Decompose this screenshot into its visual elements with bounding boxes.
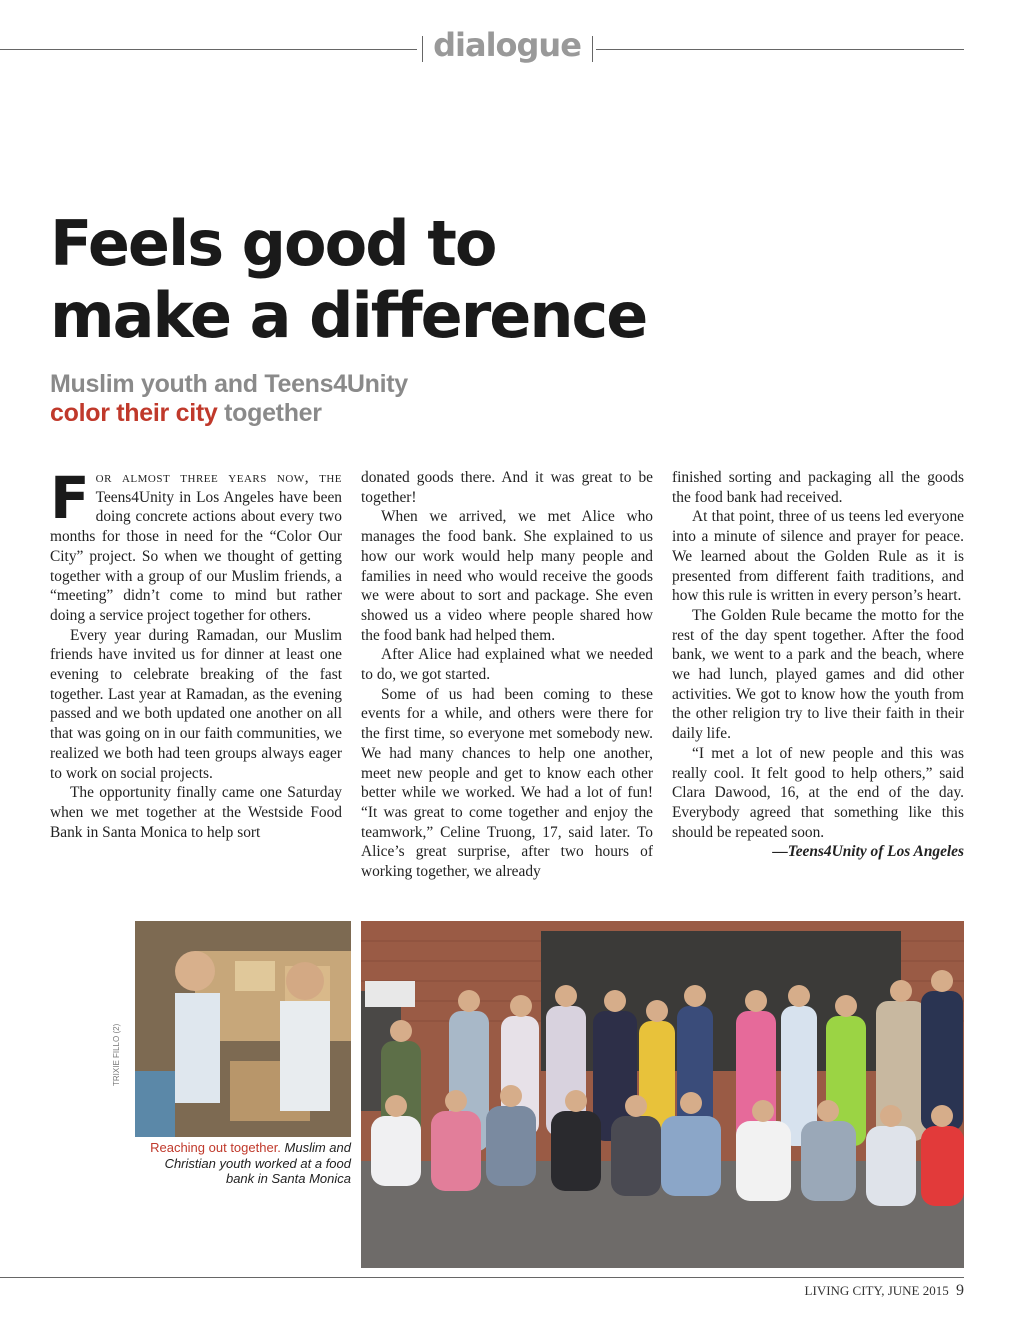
- page-footer: [805, 1282, 964, 1300]
- subhead-line-1: Muslim youth and Teens4Unity: [50, 370, 408, 398]
- footer-rule: [0, 1277, 964, 1278]
- paragraph-text: Teens4Unity in Los Angeles have been doing concrete actions about every two months for those in need for the “Color Our City” project. So when we thought of getting together with a group of our Muslim friends, a “meeting” didn’t come to mind but rather doing a service project together for others.: [50, 488, 342, 624]
- section-tick-right: [592, 36, 593, 62]
- body-paragraph: donated goods there. And it was great to be together!: [361, 469, 653, 506]
- photo-group: [361, 921, 964, 1268]
- body-paragraph: The opportunity finally came one Saturday when we met together at the Westside Food Bank in Santa Monica to help sort: [50, 784, 342, 841]
- article-column-2: [361, 468, 653, 882]
- drop-cap: F: [50, 464, 90, 532]
- section-tick-left: [422, 36, 423, 62]
- body-paragraph: “I met a lot of new people and this was really cool. It felt good to help others,” said Clara Dawood, 16, at the end of the day. Everybody agreed that something like this should be repeated soon.: [672, 744, 964, 841]
- page-number: 9: [956, 1282, 964, 1299]
- article-subhead: [50, 370, 650, 428]
- headline-line-1: Feels good to: [50, 207, 496, 280]
- headline-line-2: make a difference: [50, 279, 647, 352]
- caption-lead: Reaching out together.: [150, 1140, 281, 1155]
- body-paragraph: The Golden Rule became the motto for the rest of the day spent together. After the food bank, we went to a park and the beach, where we had lunch, played games and did other activities. We got to know how the youth from the other religion try to live their faith in their daily life.: [672, 606, 964, 743]
- section-label: dialogue: [433, 26, 581, 64]
- body-paragraph: After Alice had explained what we needed to do, we got started.: [361, 646, 653, 684]
- body-paragraph: finished sorting and packaging all the goods the food bank had received.: [672, 469, 964, 506]
- photo-credit: TRIXIE FILLO (2): [112, 1023, 121, 1086]
- article-signature: —Teens4Unity of Los Angeles: [772, 843, 964, 861]
- body-paragraph: Some of us had been coming to these events for a while, and others were there for the first time, so everyone met somebody new. We had many chances to help one another, meet new people and get to know each other better while we worked. We had a lot of fun! “It was great to come together and enjoy the teamwork,” Celine Truong, 17, said later. To Alice’s great surprise, after two hours of working together, we already: [361, 685, 653, 881]
- body-paragraph: At that point, three of us teens led everyone into a minute of silence and prayer for peace. We learned about the Golden Rule as it is presented from different faith traditions, and how this rule is written in every person’s heart.: [672, 508, 964, 605]
- body-paragraph: [50, 464, 342, 626]
- subhead-end: together: [217, 399, 322, 427]
- photo-caption: [140, 1140, 351, 1187]
- article-column-3: [672, 468, 964, 862]
- section-rule-left: [0, 49, 417, 50]
- caption-body: Muslim and Christian youth worked at a food bank in Santa Monica: [164, 1140, 351, 1187]
- section-rule-right: [596, 49, 964, 50]
- body-paragraph: Every year during Ramadan, our Muslim friends have invited us for dinner at least one evening to celebrate breaking of the fast together. Last year at Ramadan, as the evening passed and we both updated one another on all that was going on in our faith communities, we realized we both had teen groups always eager to work on social projects.: [50, 626, 342, 782]
- body-paragraph: When we arrived, we met Alice who manages the food bank. She explained to us how our work would help many people and families in need who would receive the goods we were about to sort and package. She even showed us a video where people shared how the food bank had helped them.: [361, 508, 653, 644]
- opening-smallcaps: or almost three years now, the: [95, 469, 342, 486]
- article-column-1: [50, 464, 342, 842]
- photo-food-bank-boys: [135, 921, 351, 1137]
- publication-info: LIVING CITY, JUNE 2015: [804, 1283, 949, 1298]
- article-headline: [50, 208, 750, 352]
- subhead-highlight: color their city: [50, 399, 218, 427]
